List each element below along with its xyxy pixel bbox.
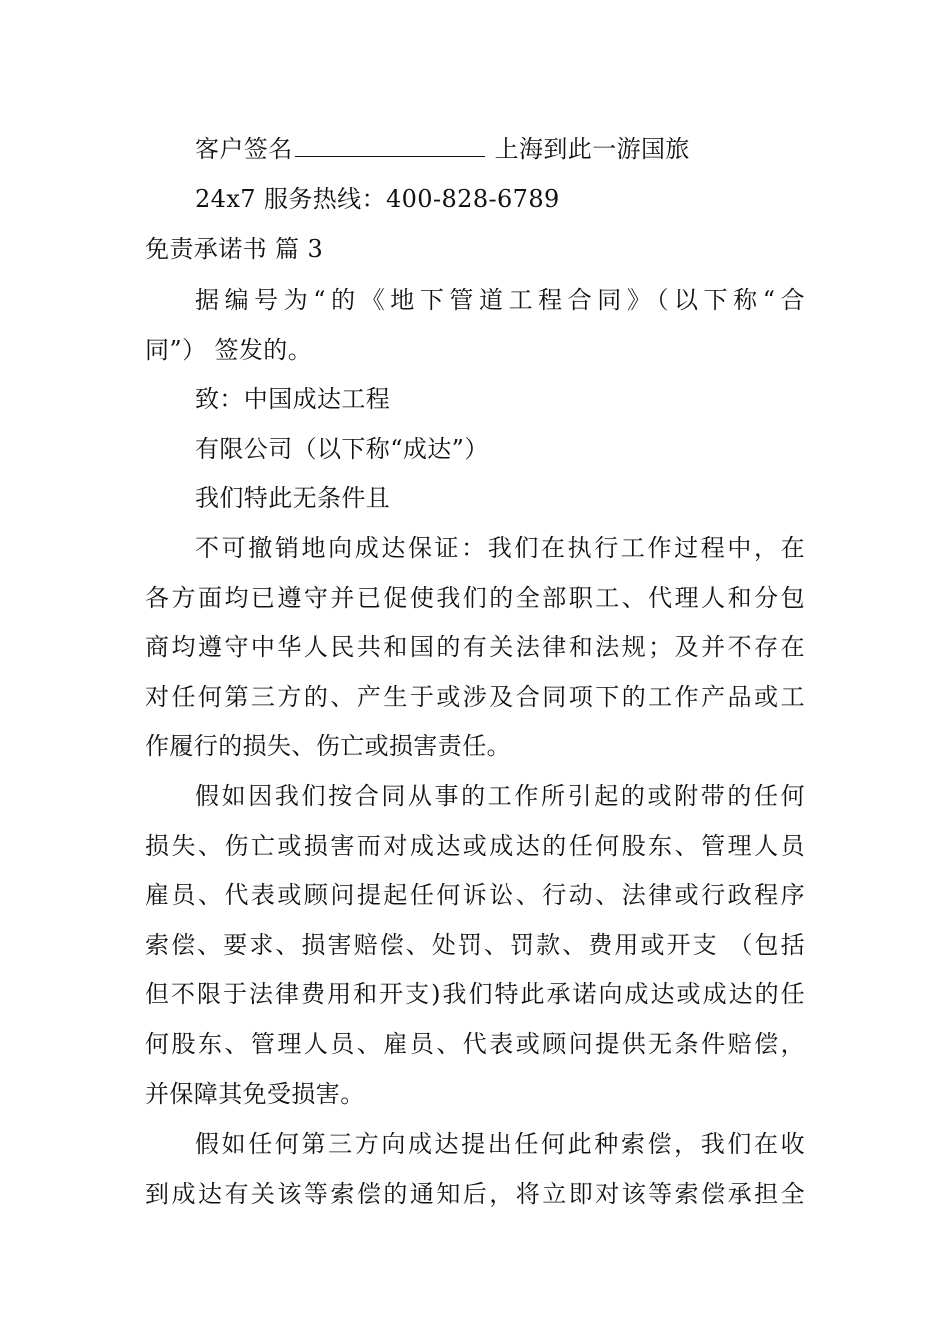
paragraph-line: 致：中国成达工程 — [195, 385, 391, 413]
signature-company: 上海到此一游国旅 — [494, 135, 690, 163]
section-heading: 免责承诺书 篇 3 — [145, 235, 324, 263]
paragraph-line: 不可撤销地向成达保证：我们在执行工作过程中，在 — [195, 534, 805, 562]
hotline-text: 24x7 服务热线：400-828-6789 — [195, 185, 560, 213]
paragraph-line: 何股东、管理人员、雇员、代表或顾问提供无条件赔偿， — [145, 1030, 805, 1058]
paragraph-line: 对任何第三方的、产生于或涉及合同项下的工作产品或工 — [145, 683, 805, 711]
paragraph-line: 损失、伤亡或损害而对成达或成达的任何股东、管理人员 — [145, 832, 805, 860]
paragraph-line: 作履行的损失、伤亡或损害责任。 — [145, 732, 511, 760]
paragraph-line: 到成达有关该等索偿的通知后，将立即对该等索偿承担全 — [145, 1180, 805, 1208]
paragraph-line: 同”） 签发的。 — [145, 336, 313, 364]
signature-label: 客户签名 — [195, 135, 293, 163]
paragraph-line: 有限公司（以下称“成达”） — [195, 435, 489, 463]
paragraph-line: 假如因我们按合同从事的工作所引起的或附带的任何 — [195, 782, 805, 810]
paragraph-line: 我们特此无条件且 — [195, 484, 391, 512]
paragraph-line: 雇员、代表或顾问提起任何诉讼、行动、法律或行政程序 — [145, 881, 805, 909]
signature-blank — [295, 134, 485, 157]
paragraph-line: 商均遵守中华人民共和国的有关法律和法规；及并不存在 — [145, 633, 805, 661]
paragraph-line: 据编号为“的《地下管道工程合同》（以下称“合 — [195, 286, 805, 314]
paragraph-line: 各方面均已遵守并已促使我们的全部职工、代理人和分包 — [145, 584, 805, 612]
paragraph-line: 索偿、要求、损害赔偿、处罚、罚款、费用或开支 （包括 — [145, 931, 805, 959]
signature-line — [195, 132, 690, 166]
paragraph-line: 假如任何第三方向成达提出任何此种索偿，我们在收 — [195, 1130, 805, 1158]
paragraph-line: 并保障其免受损害。 — [145, 1080, 365, 1108]
paragraph-line: 但不限于法律费用和开支)我们特此承诺向成达或成达的任 — [145, 980, 805, 1008]
